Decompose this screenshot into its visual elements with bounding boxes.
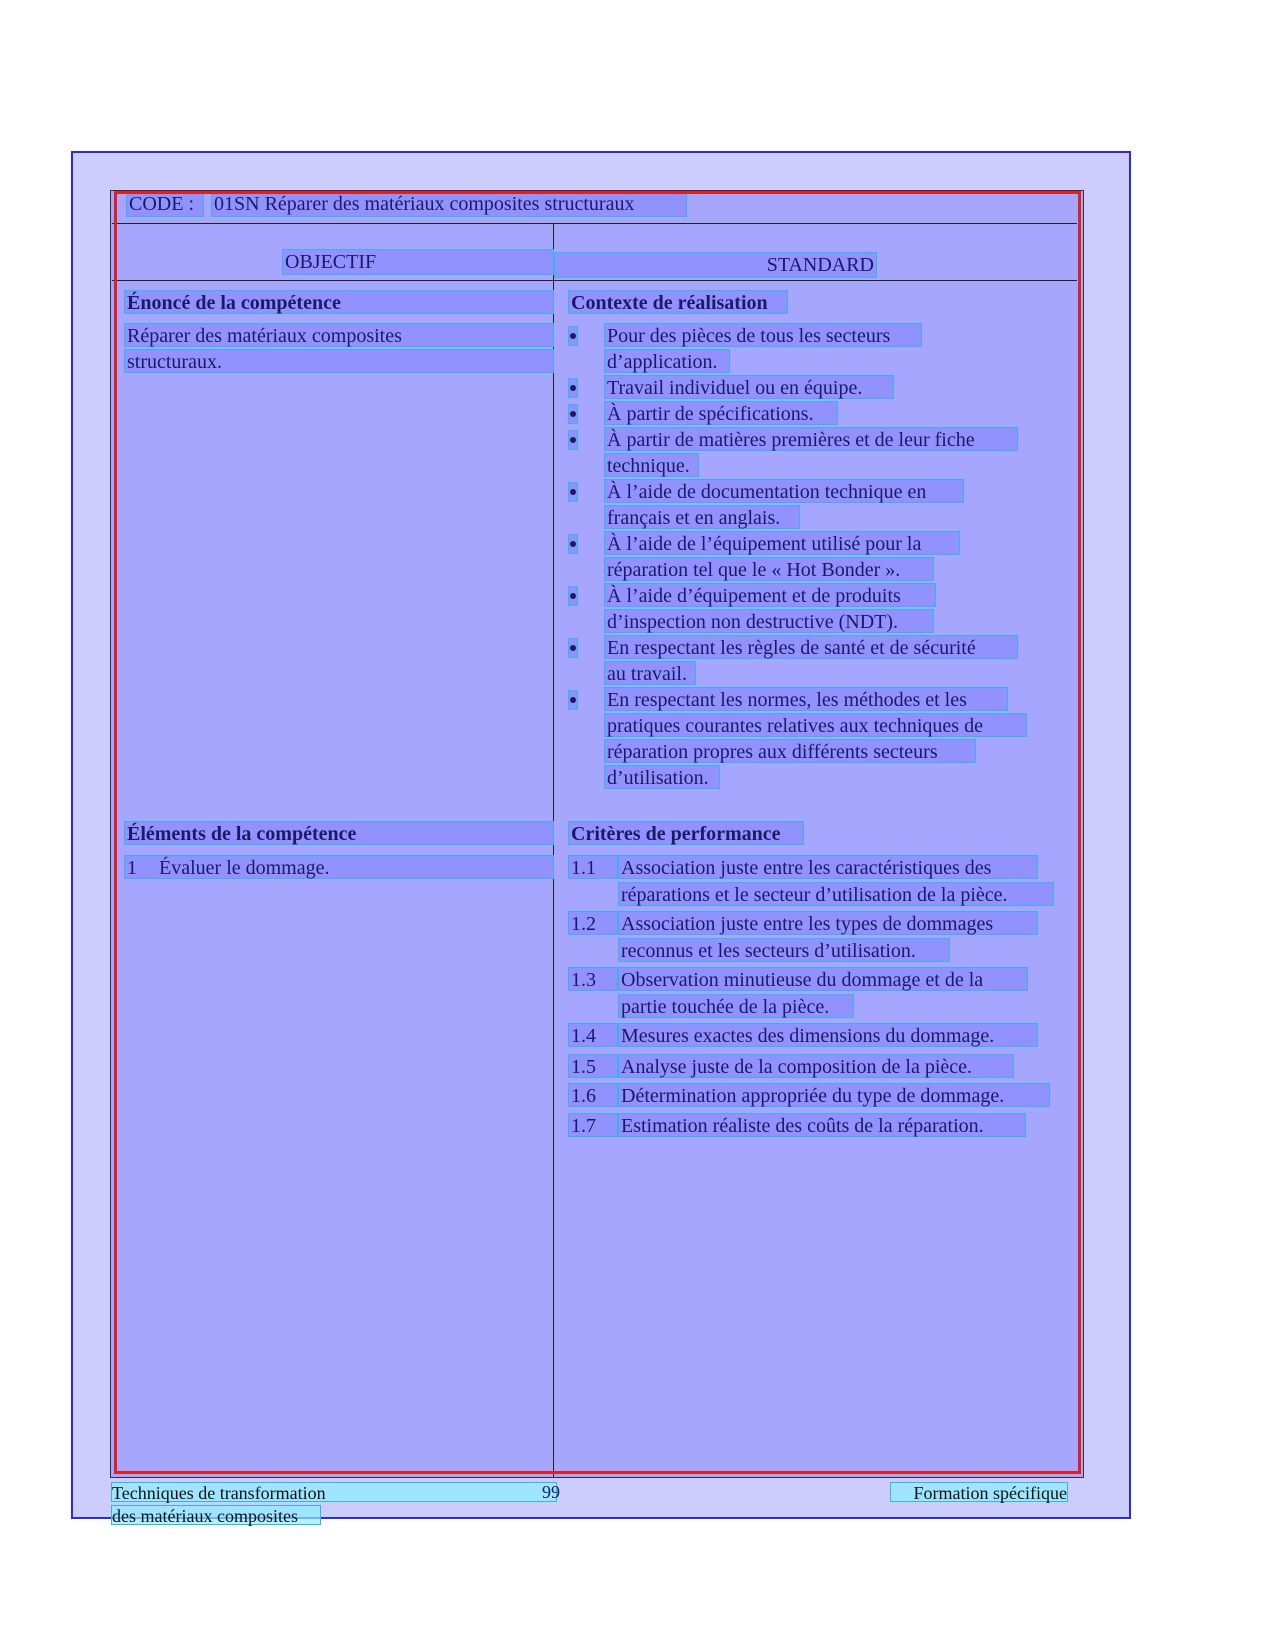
critere-line: Association juste entre les caractéristiques des [618, 855, 1038, 879]
column-header-standard: STANDARD [554, 252, 877, 278]
bullet-icon [568, 326, 578, 346]
critere-number: 1.5 [568, 1054, 618, 1078]
critere-line: Estimation réaliste des coûts de la réparation. [618, 1113, 1026, 1137]
column-header-divider [112, 280, 1077, 281]
enonce-line: Réparer des matériaux composites [124, 323, 554, 347]
critere-line: Détermination appropriée du type de dommage. [618, 1083, 1050, 1107]
bullet-icon [568, 638, 578, 658]
header-divider [112, 223, 1077, 224]
contexte-line: Pour des pièces de tous les secteurs [604, 323, 922, 347]
elements-heading: Éléments de la compétence [124, 821, 554, 845]
footer-right: Formation spécifique [890, 1482, 1068, 1502]
page-number: 99 [542, 1482, 560, 1502]
critere-line: Observation minutieuse du dommage et de la [618, 967, 1028, 991]
bullet-icon [568, 482, 578, 502]
contexte-line: au travail. [604, 661, 696, 685]
element-row [124, 855, 554, 879]
enonce-heading: Énoncé de la compétence [124, 290, 554, 314]
critere-number: 1.4 [568, 1023, 618, 1047]
critere-line: réparations et le secteur d’utilisation de la pièce. [618, 882, 1054, 906]
critere-line: partie touchée de la pièce. [618, 994, 854, 1018]
critere-number: 1.7 [568, 1113, 618, 1137]
contexte-line: À partir de spécifications. [604, 401, 838, 425]
contexte-line: d’application. [604, 349, 730, 373]
critere-number: 1.2 [568, 911, 618, 935]
contexte-line: Travail individuel ou en équipe. [604, 375, 894, 399]
contexte-line: d’inspection non destructive (NDT). [604, 609, 934, 633]
critere-line: Association juste entre les types de dommages [618, 911, 1038, 935]
critere-line: Analyse juste de la composition de la pièce. [618, 1054, 1014, 1078]
contexte-line: À l’aide de documentation technique en [604, 479, 964, 503]
enonce-line: structuraux. [124, 349, 554, 373]
code-label: CODE : [126, 191, 204, 217]
bullet-icon [568, 378, 578, 398]
contexte-line: En respectant les règles de santé et de sécurité [604, 635, 1018, 659]
bullet-icon [568, 690, 578, 710]
footer-left-line1: Techniques de transformation [111, 1482, 557, 1502]
column-header-objectif: OBJECTIF [282, 249, 554, 275]
element-number: 1 [127, 857, 137, 879]
contexte-line: À l’aide d’équipement et de produits [604, 583, 936, 607]
critere-line: reconnus et les secteurs d’utilisation. [618, 938, 950, 962]
contexte-line: réparation tel que le « Hot Bonder ». [604, 557, 934, 581]
contexte-line: technique. [604, 453, 699, 477]
code-title: 01SN Réparer des matériaux composites structuraux [211, 191, 687, 217]
critere-number: 1.6 [568, 1083, 618, 1107]
bullet-icon [568, 430, 578, 450]
bullet-icon [568, 586, 578, 606]
criteres-heading: Critères de performance [568, 821, 804, 845]
critere-line: Mesures exactes des dimensions du dommage. [618, 1023, 1038, 1047]
column-divider [553, 223, 554, 1478]
contexte-line: français et en anglais. [604, 505, 800, 529]
element-text: Évaluer le dommage. [159, 857, 330, 879]
bullet-icon [568, 534, 578, 554]
critere-number: 1.1 [568, 855, 618, 879]
contexte-line: À l’aide de l’équipement utilisé pour la [604, 531, 960, 555]
contexte-line: d’utilisation. [604, 765, 720, 789]
bullet-icon [568, 404, 578, 424]
footer-left-line2: des matériaux composites [111, 1505, 321, 1525]
contexte-line: réparation propres aux différents secteurs [604, 739, 976, 763]
contexte-line: À partir de matières premières et de leur fiche [604, 427, 1018, 451]
contexte-heading: Contexte de réalisation [568, 290, 788, 314]
contexte-line: En respectant les normes, les méthodes et les [604, 687, 1008, 711]
contexte-line: pratiques courantes relatives aux techniques de [604, 713, 1027, 737]
critere-number: 1.3 [568, 967, 618, 991]
